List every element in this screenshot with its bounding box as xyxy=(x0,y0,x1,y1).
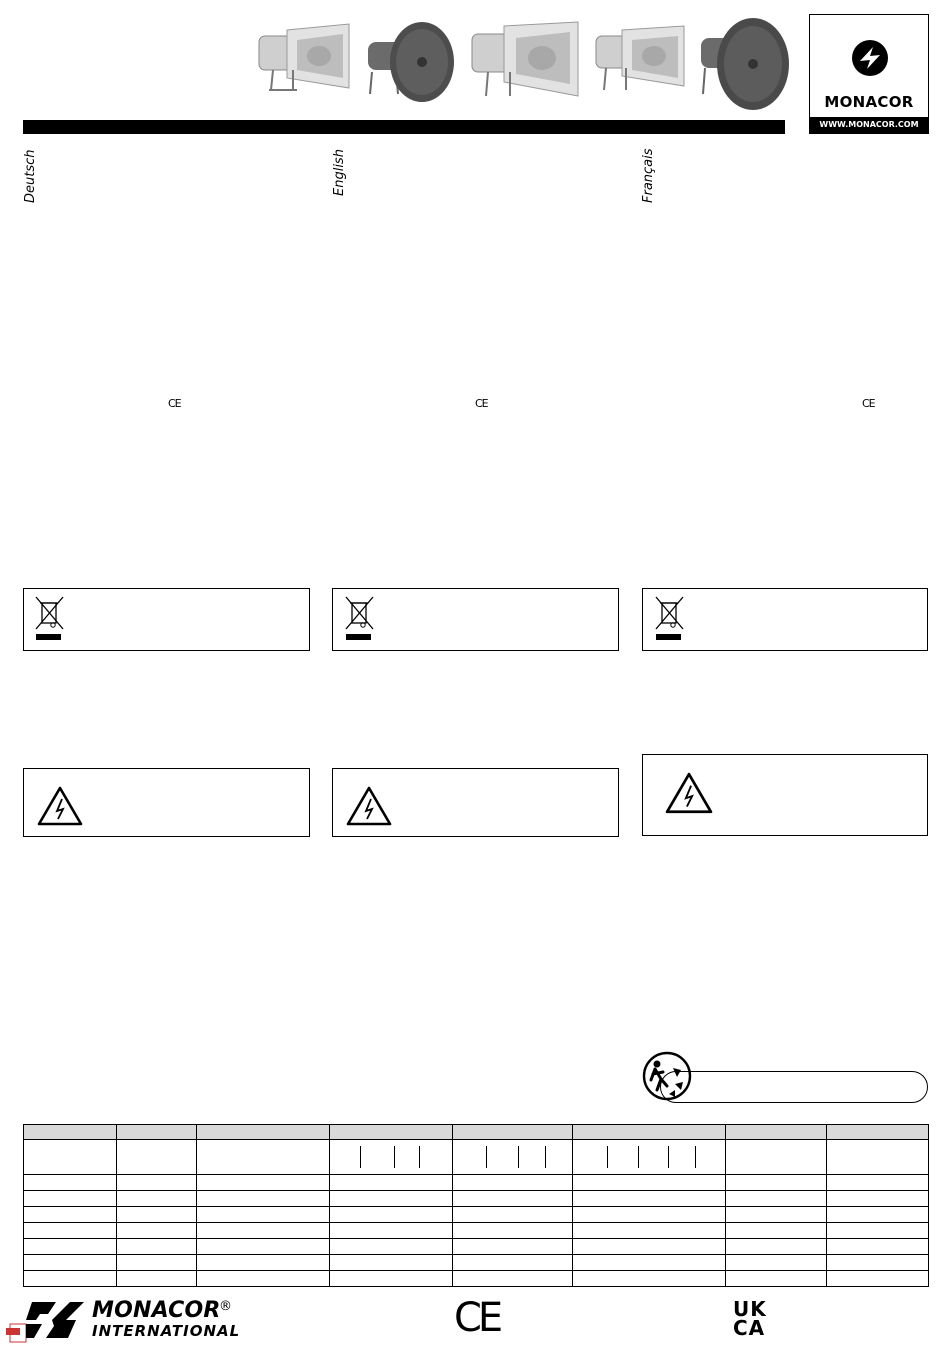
table-header-cell xyxy=(197,1125,330,1140)
radial-horn-speaker-image-1 xyxy=(360,20,456,104)
table-row xyxy=(24,1207,929,1223)
footer-brand-line2: INTERNATIONAL xyxy=(92,1322,241,1340)
weee-bin-icon xyxy=(653,595,687,641)
weee-notice-box-english xyxy=(332,588,619,651)
recycle-info-pill xyxy=(660,1071,928,1103)
table-row xyxy=(24,1191,929,1207)
table-header-cell xyxy=(827,1125,929,1140)
table-header-row xyxy=(24,1125,929,1140)
table-header-cell xyxy=(573,1125,726,1140)
ukca-line1: UK xyxy=(733,1297,767,1321)
horn-speaker-image-1 xyxy=(253,22,351,94)
language-label-deutsch: Deutsch xyxy=(23,149,38,203)
footer-brand-line1: MONACOR xyxy=(92,1298,221,1323)
horn-speaker-image-3 xyxy=(590,24,686,94)
weee-bin-icon xyxy=(343,595,377,641)
ce-mark-deutsch: CE xyxy=(168,397,181,410)
table-header-cell xyxy=(117,1125,197,1140)
monacor-logo-icon xyxy=(851,39,889,77)
logo-brand-name: MONACOR xyxy=(824,93,914,111)
language-label-english: English xyxy=(332,149,347,196)
high-voltage-warning-icon xyxy=(346,785,392,827)
table-row xyxy=(24,1223,929,1239)
warning-box-francais xyxy=(642,754,928,836)
monacor-logo-box[interactable] xyxy=(809,14,929,134)
high-voltage-warning-icon xyxy=(37,785,83,827)
warning-box-english xyxy=(332,768,619,837)
table-row xyxy=(24,1140,929,1175)
ce-mark-francais: CE xyxy=(862,397,875,410)
monacor-international-logo-icon xyxy=(26,1302,90,1338)
ukca-mark xyxy=(733,1297,767,1340)
table-header-cell xyxy=(24,1125,117,1140)
radial-horn-speaker-image-2 xyxy=(693,14,791,112)
spec-table xyxy=(23,1124,929,1287)
table-header-cell xyxy=(453,1125,573,1140)
ukca-line2: CA xyxy=(733,1316,766,1340)
weee-bin-icon xyxy=(33,595,67,641)
table-row xyxy=(24,1239,929,1255)
warning-box-deutsch xyxy=(23,768,310,837)
table-header-cell xyxy=(330,1125,453,1140)
footer-brand xyxy=(92,1298,241,1341)
weee-notice-box-francais xyxy=(642,588,928,651)
weee-notice-box-deutsch xyxy=(23,588,310,651)
ce-mark-english: CE xyxy=(475,397,488,410)
table-header-cell xyxy=(726,1125,827,1140)
ce-mark-footer: CE xyxy=(454,1295,500,1341)
header-black-bar xyxy=(23,120,785,134)
table-row xyxy=(24,1175,929,1191)
horn-speaker-image-2 xyxy=(466,20,580,100)
table-row xyxy=(24,1271,929,1287)
language-label-francais: Français xyxy=(641,148,656,203)
table-row xyxy=(24,1255,929,1271)
website-url[interactable]: WWW.MONACOR.COM xyxy=(810,117,928,133)
high-voltage-warning-icon xyxy=(665,771,713,815)
registered-mark: ® xyxy=(219,1299,232,1314)
